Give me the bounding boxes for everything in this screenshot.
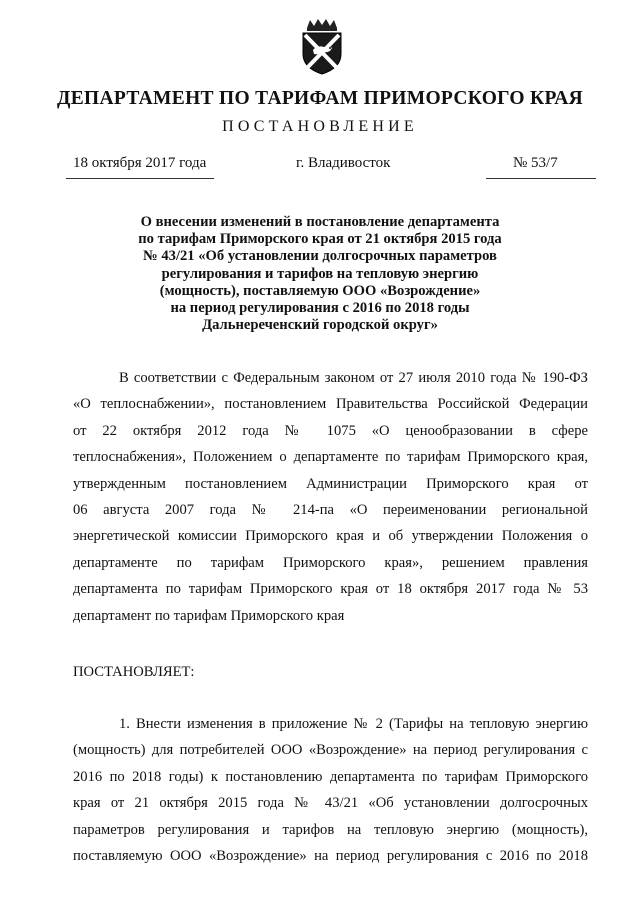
- paragraph-line: 06 августа 2007 года № 214-па «О переименовании региональной: [73, 502, 588, 519]
- title-line: Дальнереченский городской округ»: [202, 317, 438, 334]
- paragraph-line: департаменте по тарифам Приморского края», решением правления: [73, 554, 588, 571]
- paragraph-line: параметров регулирования и тарифов на тепловую энергию (мощность),: [73, 821, 588, 838]
- paragraph-line: теплоснабжения», Положением о департаменте по тарифам Приморского края,: [73, 449, 588, 466]
- paragraph-line: департамент по тарифам Приморского края: [73, 607, 345, 624]
- paragraph-line: 2016 по 2018 годы) к постановлению департамента по тарифам Приморского: [73, 768, 588, 785]
- paragraph-line: энергетической комиссии Приморского края и об утверждении Положения о: [73, 528, 588, 545]
- paragraph-line: от 22 октября 2012 года № 1075 «О ценообразовании в сфере: [73, 422, 588, 439]
- title-line: на период регулирования с 2016 по 2018 годы: [170, 300, 470, 317]
- coat-of-arms-emblem: [299, 18, 345, 76]
- paragraph-line: В соответствии с Федеральным законом от 27 июля 2010 года № 190-ФЗ: [119, 370, 588, 386]
- paragraph-line: 1. Внести изменения в приложение № 2 (Тарифы на тепловую энергию: [119, 716, 588, 732]
- paragraph-line: департамента по тарифам Приморского края от 18 октября 2017 года № 53: [73, 581, 588, 598]
- paragraph-line: «О теплоснабжении», постановлением Правительства Российской Федерации: [73, 396, 588, 413]
- paragraph-line: поставляемую ООО «Возрождение» на период регулирования с 2016 по 2018: [73, 848, 588, 865]
- resolves-heading: ПОСТАНОВЛЯЕТ:: [73, 664, 195, 680]
- preamble-paragraph: [73, 365, 588, 629]
- paragraph-line: утвержденным постановлением Администрации Приморского края от: [73, 475, 588, 492]
- department-name: ДЕПАРТАМЕНТ ПО ТАРИФАМ ПРИМОРСКОГО КРАЯ: [57, 88, 583, 109]
- document-city: г. Владивосток: [296, 155, 391, 171]
- title-line: регулирования и тарифов на тепловую энергию: [161, 265, 479, 282]
- title-line: по тарифам Приморского края от 21 октября 2015 года: [138, 231, 502, 248]
- number-underline: [486, 178, 596, 179]
- document-date: 18 октября 2017 года: [73, 155, 207, 171]
- title-line: № 43/21 «Об установлении долгосрочных параметров: [143, 248, 497, 265]
- title-line: (мощность), поставляемую ООО «Возрождение»: [159, 282, 481, 299]
- paragraph-line: (мощность) для потребителей ООО «Возрождение» на период регулирования с: [73, 742, 588, 759]
- paragraph-line: края от 21 октября 2015 года № 43/21 «Об установлении долгосрочных: [73, 795, 588, 812]
- item-1-paragraph: [73, 711, 588, 869]
- document-title: [90, 214, 550, 334]
- document-type: ПОСТАНОВЛЕНИЕ: [222, 118, 418, 135]
- date-underline: [66, 178, 214, 179]
- title-line: О внесении изменений в постановление департамента: [140, 214, 500, 230]
- document-number: № 53/7: [513, 155, 558, 171]
